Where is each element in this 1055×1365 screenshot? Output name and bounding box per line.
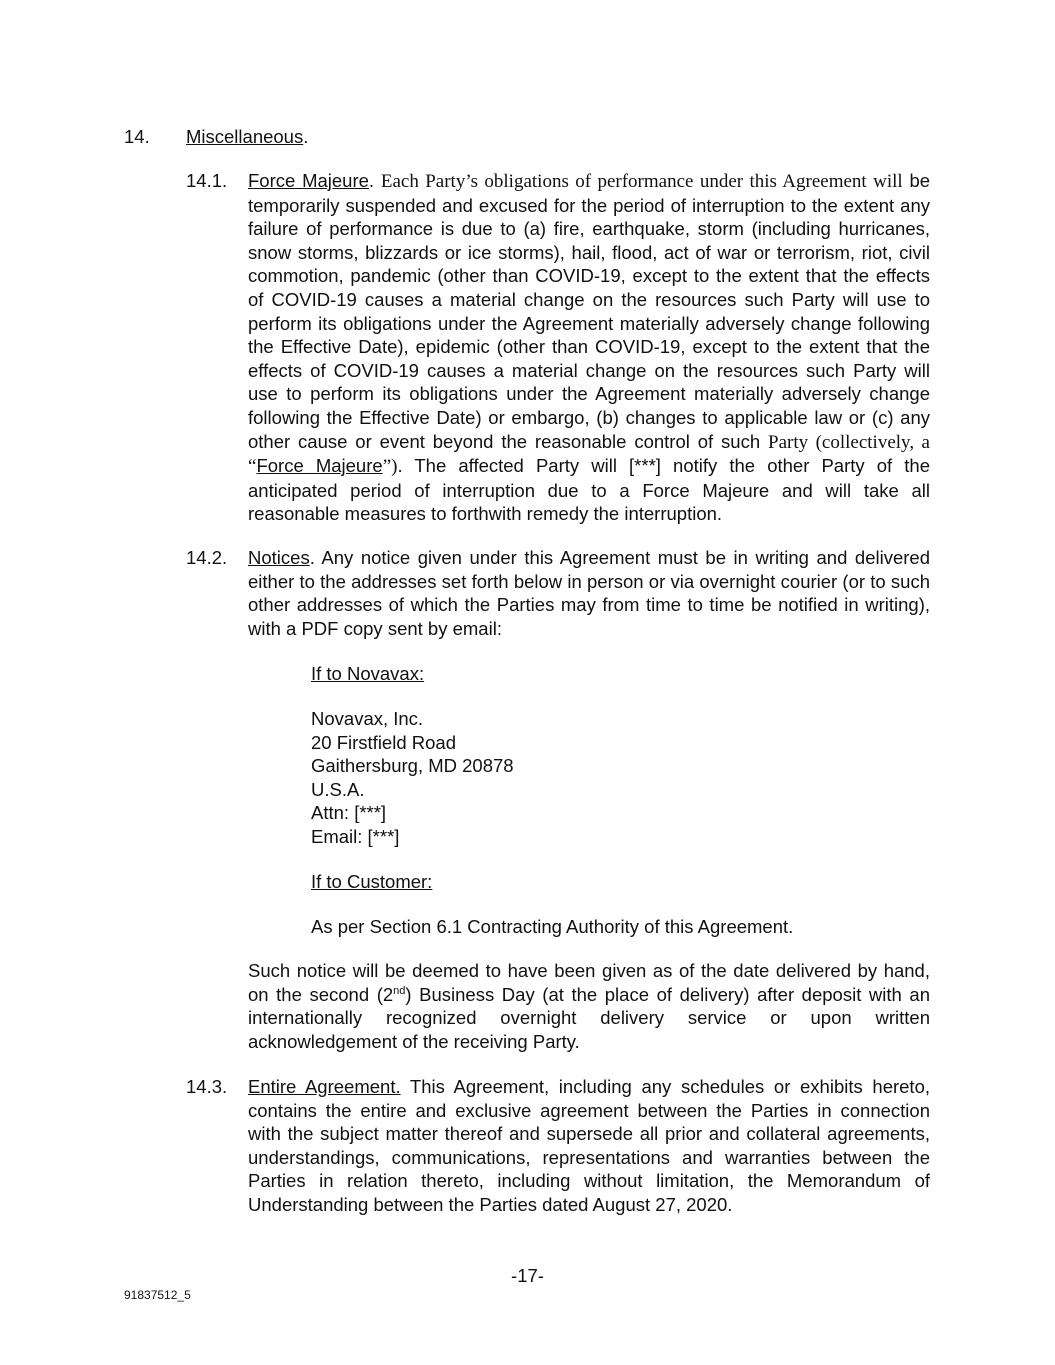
section-title-text: Miscellaneous: [186, 126, 304, 147]
novavax-address-block: [311, 707, 514, 849]
clause-body: This Agreement, including any schedules or exhibits hereto, contains the entire and exclusive agreement between the Parties in connection with the subject matter thereof and supersede all prior and collateral agreements, understandings, communications, representations and warranties between the Parties in relation thereto, including without limitation, the Memorandum of Understanding between the Parties dated August 27, 2020.: [248, 1076, 930, 1215]
clause-body: be temporarily suspended and excused for the period of interruption to the extent any failure of performance is due to (a) fire, earthquake, storm (including hurricanes, snow storms, blizzards or ice storms), hail, flood, act of war or terrorism, riot, civil commotion, pandemic (other than COVID-19, except to the extent that the effects of COVID-19 causes a material change on the resources such Party will use to perform its obligations under the Agreement materially adversely change following the Effective Date), epidemic (other than COVID-19, except to the extent that the effects of COVID-19 causes a material change on the resources such Party will use to perform its obligations under the Agreement materially adversely change following the Effective Date) or embargo, (b) changes to applicable law or (c) any other cause or event beyond the reasonable control of such: [248, 170, 931, 452]
deemed-text-after: ) Business Day (at the place of delivery) after deposit with an internationally recognized overnight delivery service or upon written acknowledgement of the receiving Party.: [248, 983, 930, 1052]
clause-body: Any notice given under this Agreement must be in writing and delivered either to the addresses set forth below in person or via overnight courier (or to such other addresses of which the Parties may from time to time be notified in writing), with a PDF copy sent by email:: [248, 547, 930, 639]
clause-number: 14.1.: [186, 170, 228, 191]
section-number: 14.: [124, 126, 150, 147]
clause-14-1: [186, 169, 931, 526]
document-id: 91837512_5: [124, 1288, 191, 1302]
clause-tail: . The affected Party will [***] notify the other Party of the anticipated period of interruption due to a Force Majeure and will take all reasonable measures to forthwith remedy the interruption.: [248, 455, 931, 525]
address-heading-text: If to Customer:: [311, 871, 433, 892]
ordinal-suffix: nd: [393, 984, 406, 997]
address-line-company: Novavax, Inc.: [311, 708, 424, 729]
customer-address-text: As per Section 6.1 Contracting Authority of this Agreement.: [311, 916, 794, 937]
clause-14-2: [186, 546, 930, 640]
clause-number: 14.3.: [186, 1076, 228, 1097]
clause-heading: Force Majeure: [248, 170, 369, 191]
section-title-suffix: .: [303, 126, 309, 147]
clause-lead-text: Each Party’s obligations of performance under this Agreement will: [380, 171, 903, 192]
clause-serif-close: ”): [382, 456, 398, 478]
novavax-address-heading: [311, 662, 424, 686]
address-line-city: Gaithersburg, MD 20878: [311, 755, 514, 777]
address-line-street: 20 Firstfield Road: [311, 731, 456, 753]
notice-deemed-paragraph: [248, 959, 930, 1053]
page-number: -17-: [511, 1265, 544, 1286]
clause-number: 14.2.: [186, 547, 228, 568]
address-line-attn: Attn: [***]: [311, 802, 387, 824]
customer-address-heading: [311, 870, 432, 894]
defined-term: Force Majeure: [256, 455, 383, 477]
clause-heading-suffix: .: [309, 547, 322, 568]
deemed-text-before: Such notice will be deemed to have been given as of the date delivered by hand, on the second (2: [248, 960, 930, 1005]
address-line-email: Email: [***]: [311, 825, 400, 847]
clause-heading: Notices: [248, 547, 310, 568]
address-line-country: U.S.A.: [311, 778, 365, 800]
clause-14-3: [186, 1075, 930, 1217]
clause-serif-text: Party (collectively, a “: [248, 431, 930, 478]
address-heading-text: If to Novavax:: [311, 663, 425, 684]
clause-heading-suffix: .: [368, 170, 381, 191]
section-title: [186, 125, 308, 149]
clause-heading: Entire Agreement.: [248, 1076, 401, 1097]
